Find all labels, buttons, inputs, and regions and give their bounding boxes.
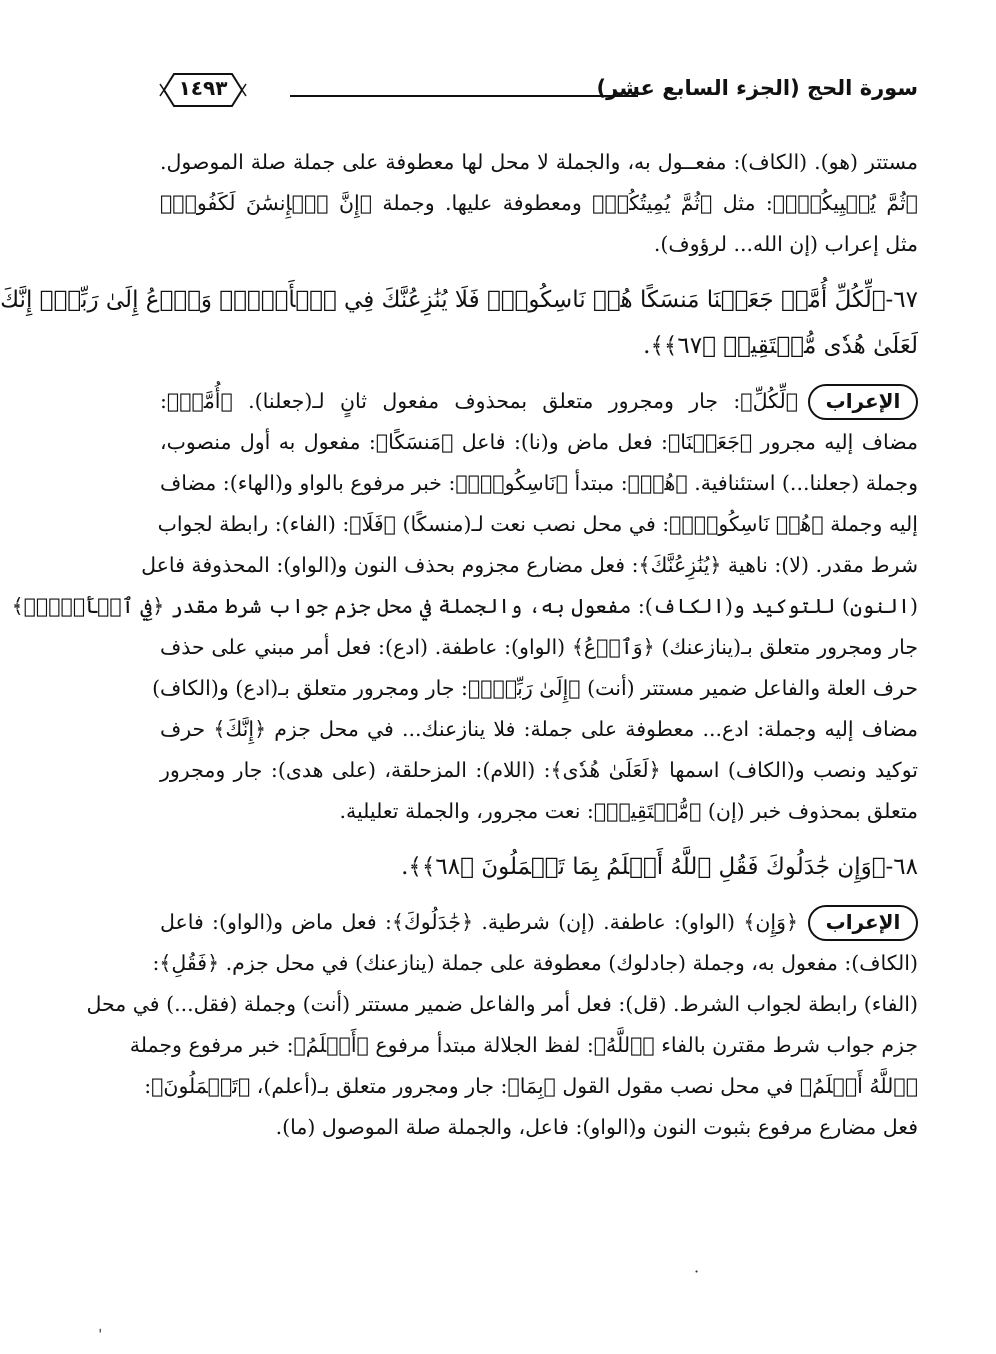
text-line: فعل مضارع مرفوع بثبوت النون و(الواو): فاعل، والجملة صلة الموصول (ما). bbox=[275, 1115, 918, 1139]
text-line: إليه وجملة ﴿هُمۡ نَاسِكُوهُۖ﴾: في محل نصب نعت لـ(منسكًا) ﴿فَلَا﴾: (الفاء): رابطة لجواب bbox=[157, 512, 918, 536]
irab-label-badge: الإعراب bbox=[808, 905, 918, 941]
irab-label-badge: الإعراب bbox=[808, 384, 918, 420]
verse-68 bbox=[160, 844, 918, 890]
page-number-badge bbox=[160, 70, 246, 110]
text-line: ﴿وَإِن﴾ (الواو): عاطفة. (إن) شرطية. ﴿جَٰدَلُوكَ﴾: فعل ماض و(الواو): فاعل bbox=[160, 910, 798, 934]
page-header bbox=[160, 70, 918, 116]
verse-line: ٦٨-﴿وَإِن جَٰدَلُوكَ فَقُلِ ٱللَّهُ أَعۡلَمُ بِمَا تَعۡمَلُونَ ﴿٦٨﴾﴾. bbox=[401, 854, 918, 880]
text-line: شرط مقدر. (لا): ناهية ﴿يُنَٰزِعُنَّكَ﴾: فعل مضارع مجزوم بحذف النون و(الواو): المحذوفة فاعل bbox=[141, 553, 918, 577]
text-line: مضاف إليه مجرور ﴿جَعَلۡنَا﴾: فعل ماض و(نا): فاعل ﴿مَنسَكًا﴾: مفعول به أول منصوب، bbox=[160, 430, 918, 454]
header-rule bbox=[290, 95, 638, 97]
page-number: ١٤٩٣ bbox=[178, 76, 228, 100]
irab-68-section bbox=[86, 902, 918, 1148]
text-line: توكيد ونصب و(الكاف) اسمها ﴿لَعَلَىٰ هُدٗى﴾: (اللام): المزحلقة، (على هدى): جار ومجرور bbox=[160, 758, 918, 782]
text-line: (النون) للتوكيد و(الكاف): مفعول به، والجملة في محل جزم جواب شرط مقدر ﴿فِي ٱلۡأَمۡرِۚ﴾ bbox=[11, 594, 918, 618]
verse-67 bbox=[0, 277, 918, 369]
text-line: جار ومجرور متعلق بـ(ينازعنك) ﴿وَٱدۡعُ﴾ (الواو): عاطفة. (ادع): فعل أمر مبني على حذف bbox=[160, 635, 918, 659]
text-line: جزم جواب شرط مقترن بالفاء ﴿ٱللَّهُ﴾: لفظ الجلالة مبتدأ مرفوع ﴿أَعۡلَمُ﴾: خبر مرفوع وجملة bbox=[129, 1033, 918, 1057]
verse-line: لَعَلَىٰ هُدٗى مُّسۡتَقِيمٖ ﴿٦٧﴾﴾. bbox=[643, 333, 918, 359]
irab-first-line bbox=[160, 381, 918, 422]
text-line: متعلق بمحذوف خبر (إن) ﴿مُّسۡتَقِيمٖ﴾: نعت مجرور، والجملة تعليلية. bbox=[339, 799, 918, 823]
irab-67-section bbox=[11, 381, 918, 832]
verse-line: ٦٧-﴿لِّكُلِّ أُمَّةٖ جَعَلۡنَا مَنسَكًا هُمۡ نَاسِكُوهُۖ فَلَا يُنَٰزِعُنَّكَ فِي ٱلۡأَمۡرِۚ وَٱدۡعُ إِلَىٰ رَبِّكَۖ إِنَّكَ bbox=[0, 287, 918, 313]
text-line: ﴿لِّكُلِّ﴾: جار ومجرور متعلق بمحذوف مفعول ثانٍ لـ(جعلنا). ﴿أُمَّةٖ﴾: bbox=[160, 389, 798, 413]
intro-paragraph bbox=[160, 142, 918, 265]
scan-speck: ˈ bbox=[98, 1326, 103, 1345]
text-line: حرف العلة والفاعل ضمير مستتر (أنت) ﴿إِلَىٰ رَبِّكَۖ﴾: جار ومجرور متعلق بـ(ادع) و(الكاف) bbox=[152, 676, 918, 700]
scan-speck: · bbox=[694, 1262, 700, 1281]
running-header-title: سورة الحج (الجزء السابع عشر) bbox=[596, 76, 918, 100]
text-line: (الكاف): مفعول به، وجملة (جادلوك) معطوفة على جملة (ينازعنك) في محل جزم. ﴿فَقُلِ﴾: bbox=[152, 951, 918, 975]
text-line: مثل إعراب (إن الله... لرؤوف). bbox=[653, 232, 918, 256]
page-body bbox=[0, 142, 918, 1148]
text-line: ﴿ٱللَّهُ أَعۡلَمُ﴾ في محل نصب مقول القول ﴿بِمَا﴾: جار ومجرور متعلق بـ(أعلم)، ﴿تَعۡمَلُونَ﴾: bbox=[144, 1074, 918, 1098]
text-line: مستتر (هو). (الكاف): مفعــول به، والجملة لا محل لها معطوفة على جملة صلة الموصول. bbox=[160, 150, 918, 174]
text-line: مضاف إليه وجملة: ادع... معطوفة على جملة: فلا ينازعنك... في محل جزم ﴿إِنَّكَ﴾ حرف bbox=[160, 717, 918, 741]
text-line: (الفاء) رابطة لجواب الشرط. (قل): فعل أمر والفاعل ضمير مستتر (أنت) وجملة (فقل...) في محل bbox=[86, 992, 918, 1016]
text-line: ﴿ثُمَّ يُحۡيِيكُمۡۗ﴾: مثل ﴿ثُمَّ يُمِيتُكُمۡ﴾ ومعطوفة عليها. وجملة ﴿إِنَّ ٱلۡإِنسَٰنَ لَكَفُورٞ﴾ bbox=[160, 191, 918, 215]
irab-first-line bbox=[160, 902, 918, 943]
text-line: وجملة (جعلنا...) استئنافية. ﴿هُمۡ﴾: مبتدأ ﴿نَاسِكُوهُۖ﴾: خبر مرفوع بالواو و(الهاء): مضاف bbox=[160, 471, 918, 495]
